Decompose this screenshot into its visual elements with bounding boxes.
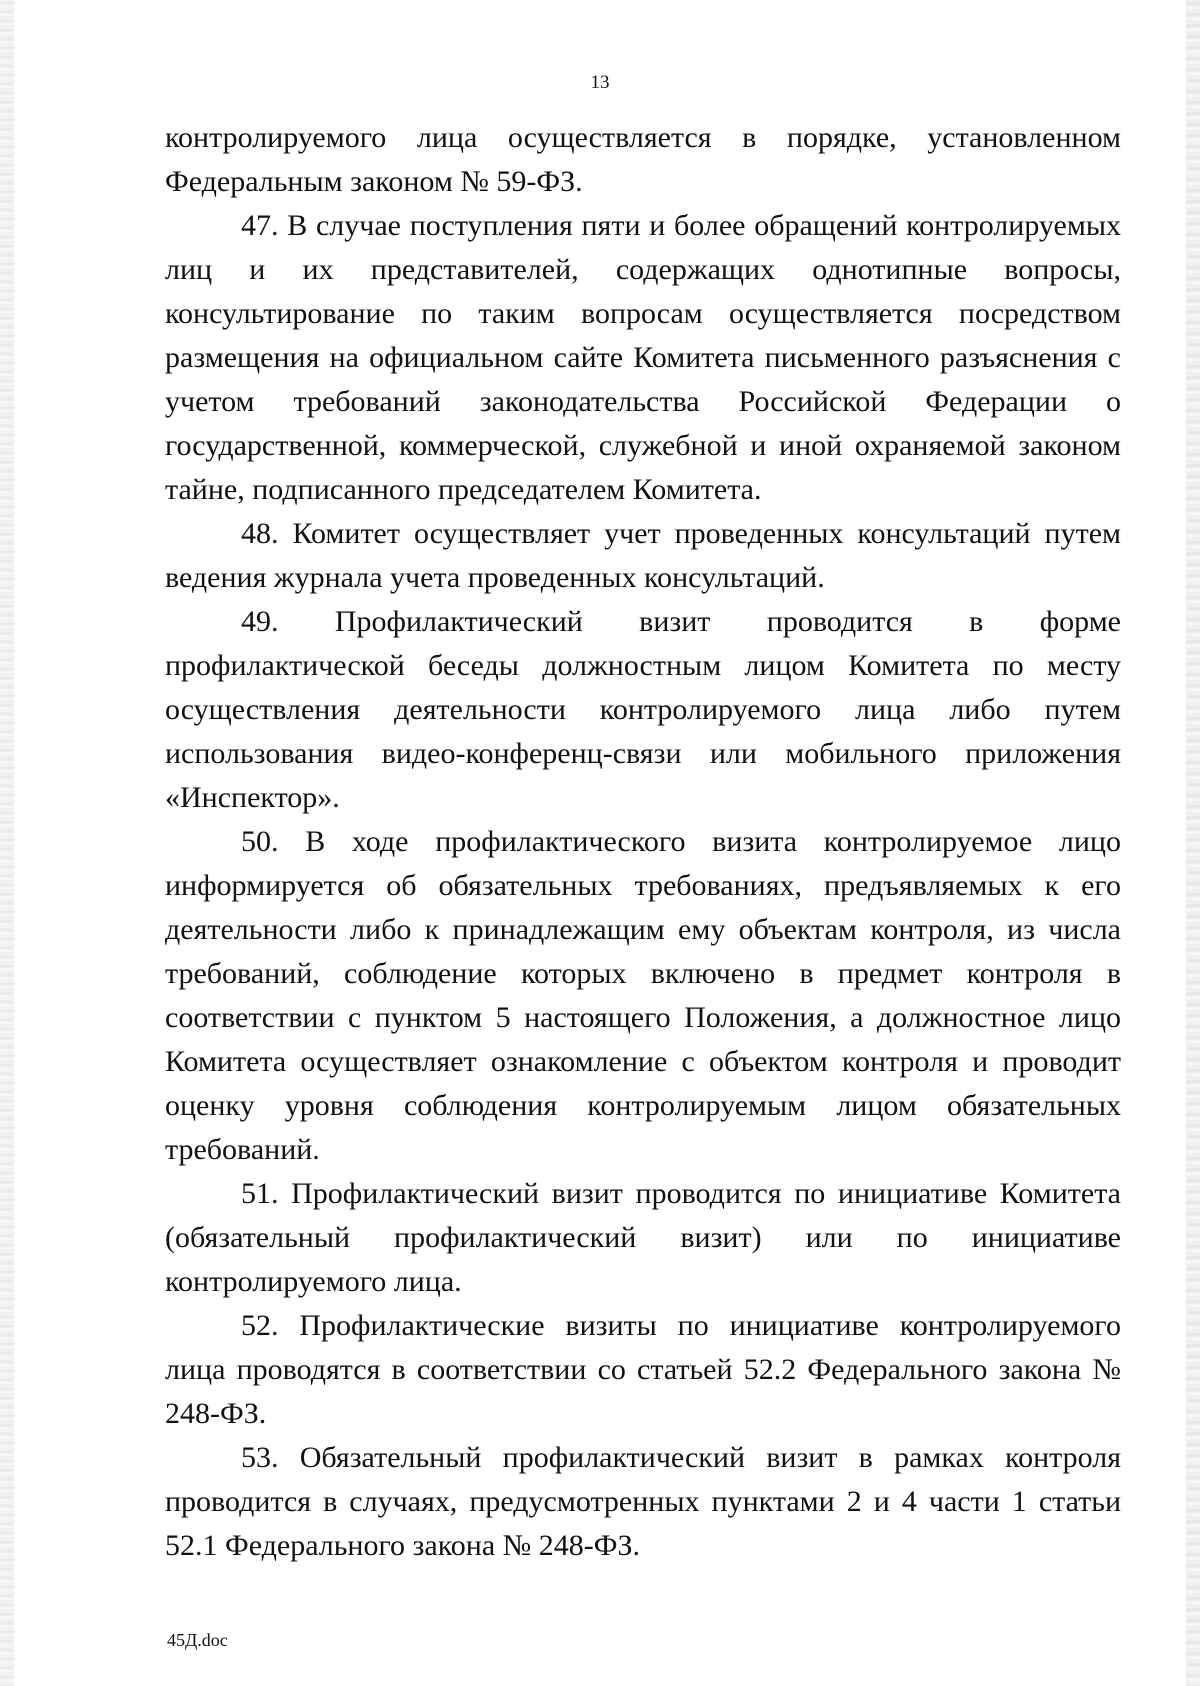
paragraph-53: 53. Обязательный профилактический визит в рамках контроля проводится в случаях, предусмотренных пунктами 2 и 4 части 1 статьи 52.1 Федерального закона № 248-ФЗ. — [165, 1441, 1121, 1562]
scan-edge-left — [0, 0, 14, 1686]
scan-edge-right — [1186, 0, 1200, 1686]
paragraph-51: 51. Профилактический визит проводится по инициативе Комитета (обязательный профилактический визит) или по инициативе контролируемого лица. — [165, 1177, 1121, 1298]
page-number: 13 — [590, 72, 610, 93]
paragraph-50: 50. В ходе профилактического визита контролируемое лицо информируется об обязательных требованиях, предъявляемых к его деятельности либо к принадлежащим ему объектам контроля, из числа требований, соблюдение которых включено в предмет контроля в соответствии с пунктом 5 настоящего Положения, а должностное лицо Комитета осуществляет ознакомление с объектом контроля и проводит оценку уровня соблюдения контролируемым лицом обязательных требований. — [165, 825, 1121, 1166]
paragraph-49: 49. Профилактический визит проводится в форме профилактической беседы должностным лицом Комитета по месту осуществления деятельности контролируемого лица либо путем использования видео-конференц-связи или мобильного приложения «Инспектор». — [165, 605, 1121, 814]
paragraph-47: 47. В случае поступления пяти и более обращений контролируемых лиц и их представителей, содержащих однотипные вопросы, консультирование по таким вопросам осуществляется посредством размещения на официальном сайте Комитета письменного разъяснения с учетом требований законодательства Российской Федерации о государственной, коммерческой, служебной и иной охраняемой законом тайне, подписанного председателем Комитета. — [165, 209, 1121, 506]
footer-filename: 45Д.doc — [167, 1630, 228, 1650]
paragraph-52: 52. Профилактические визиты по инициативе контролируемого лица проводятся в соответствии со статьей 52.2 Федерального закона № 248-ФЗ. — [165, 1309, 1121, 1430]
document-body — [165, 116, 1121, 1568]
paragraph-48: 48. Комитет осуществляет учет проведенных консультаций путем ведения журнала учета проведенных консультаций. — [165, 517, 1121, 594]
paragraph-continuation: контролируемого лица осуществляется в порядке, установленном Федеральным законом № 59-ФЗ. — [165, 121, 1121, 198]
